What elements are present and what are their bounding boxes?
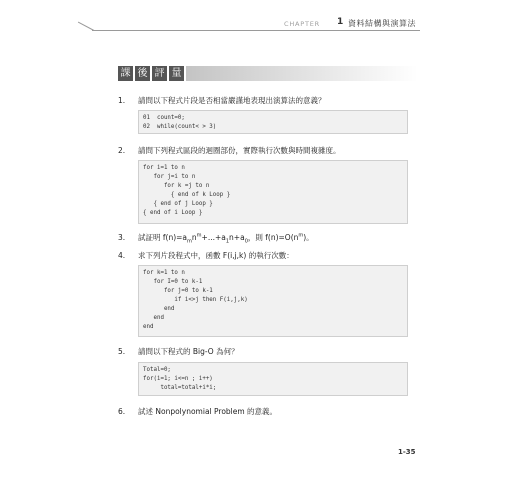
question-number: 5. <box>118 347 126 356</box>
code-line: 01 count=0; <box>143 115 185 121</box>
heading-gradient-bar <box>186 66 418 81</box>
question-number: 1. <box>118 96 126 105</box>
code-line: for j=i to n <box>143 174 196 180</box>
code-block-q5 <box>138 362 408 396</box>
question-4 <box>118 250 294 261</box>
formula-part: n <box>191 233 197 242</box>
code-block-q4 <box>138 265 408 337</box>
formula-part: n+a <box>229 233 245 242</box>
code-line: for k =j to n <box>143 183 210 189</box>
formula-part: ，則 f(n)=O(n <box>247 233 299 242</box>
code-line: for(i=1; i<=n ; i++) <box>143 376 213 382</box>
question-number: 6. <box>118 407 126 416</box>
page-number: 1-35 <box>398 448 416 456</box>
question-1 <box>118 95 326 106</box>
formula-part: +...+a <box>201 233 226 242</box>
code-line: for i=1 to n <box>143 165 185 171</box>
question-3 <box>118 232 314 245</box>
question-text: 請問下列程式區段的迴圈部份，實際執行次數與時間複雜度。 <box>138 146 341 155</box>
code-block-q2 <box>138 160 408 224</box>
formula-superscript: m <box>298 232 304 239</box>
formula-part: )。 <box>303 233 314 242</box>
question-number: 4. <box>118 251 126 260</box>
code-line: end <box>143 324 154 330</box>
question-2 <box>118 145 341 156</box>
question-text: 試述 Nonpolynomial Problem 的意義。 <box>138 407 278 416</box>
code-line: { end of k Loop } <box>143 192 231 198</box>
code-line: end <box>143 315 164 321</box>
heading-char: 量 <box>169 66 184 81</box>
code-line: Total=0; <box>143 367 171 373</box>
code-line: for k=1 to n <box>143 270 185 276</box>
formula-superscript: m <box>196 232 202 239</box>
code-block-q1 <box>138 110 408 134</box>
heading-char: 後 <box>135 66 150 81</box>
code-line: end <box>143 306 175 312</box>
code-line: total=total+i*i; <box>143 385 217 391</box>
code-line: if i<>j then F(i,j,k) <box>143 297 248 303</box>
header-rule <box>92 30 420 31</box>
chapter-title: 資料結構與演算法 <box>348 19 416 28</box>
formula-subscript: m <box>187 238 192 245</box>
question-5 <box>118 346 239 357</box>
section-heading <box>118 66 418 82</box>
question-text: 求下列片段程式中，函數 F(i,j,k) 的執行次數： <box>138 251 294 260</box>
question-text: 請問以下程式片段是否相當嚴謹地表現出演算法的意義？ <box>138 96 326 105</box>
code-line: for j=0 to k-1 <box>143 288 213 294</box>
chapter-number: 1 <box>337 17 344 27</box>
code-line: { end of i Loop } <box>143 210 203 216</box>
question-number: 3. <box>118 233 126 242</box>
heading-char: 課 <box>118 66 133 81</box>
chapter-label: CHAPTER <box>284 20 320 28</box>
formula-subscript: 1 <box>225 238 230 245</box>
code-line: 02 while(count< > 3) <box>143 124 217 130</box>
question-6 <box>118 406 277 417</box>
question-number: 2. <box>118 146 126 155</box>
heading-char: 評 <box>152 66 167 81</box>
formula-part: 試証明 f(n)=a <box>138 233 188 242</box>
code-line: for I=0 to k-1 <box>143 279 203 285</box>
question-text: 請問以下程式的 Big-O 為何？ <box>138 347 239 356</box>
formula-subscript: 0 <box>244 238 248 245</box>
code-line: { end of j Loop } <box>143 201 213 207</box>
